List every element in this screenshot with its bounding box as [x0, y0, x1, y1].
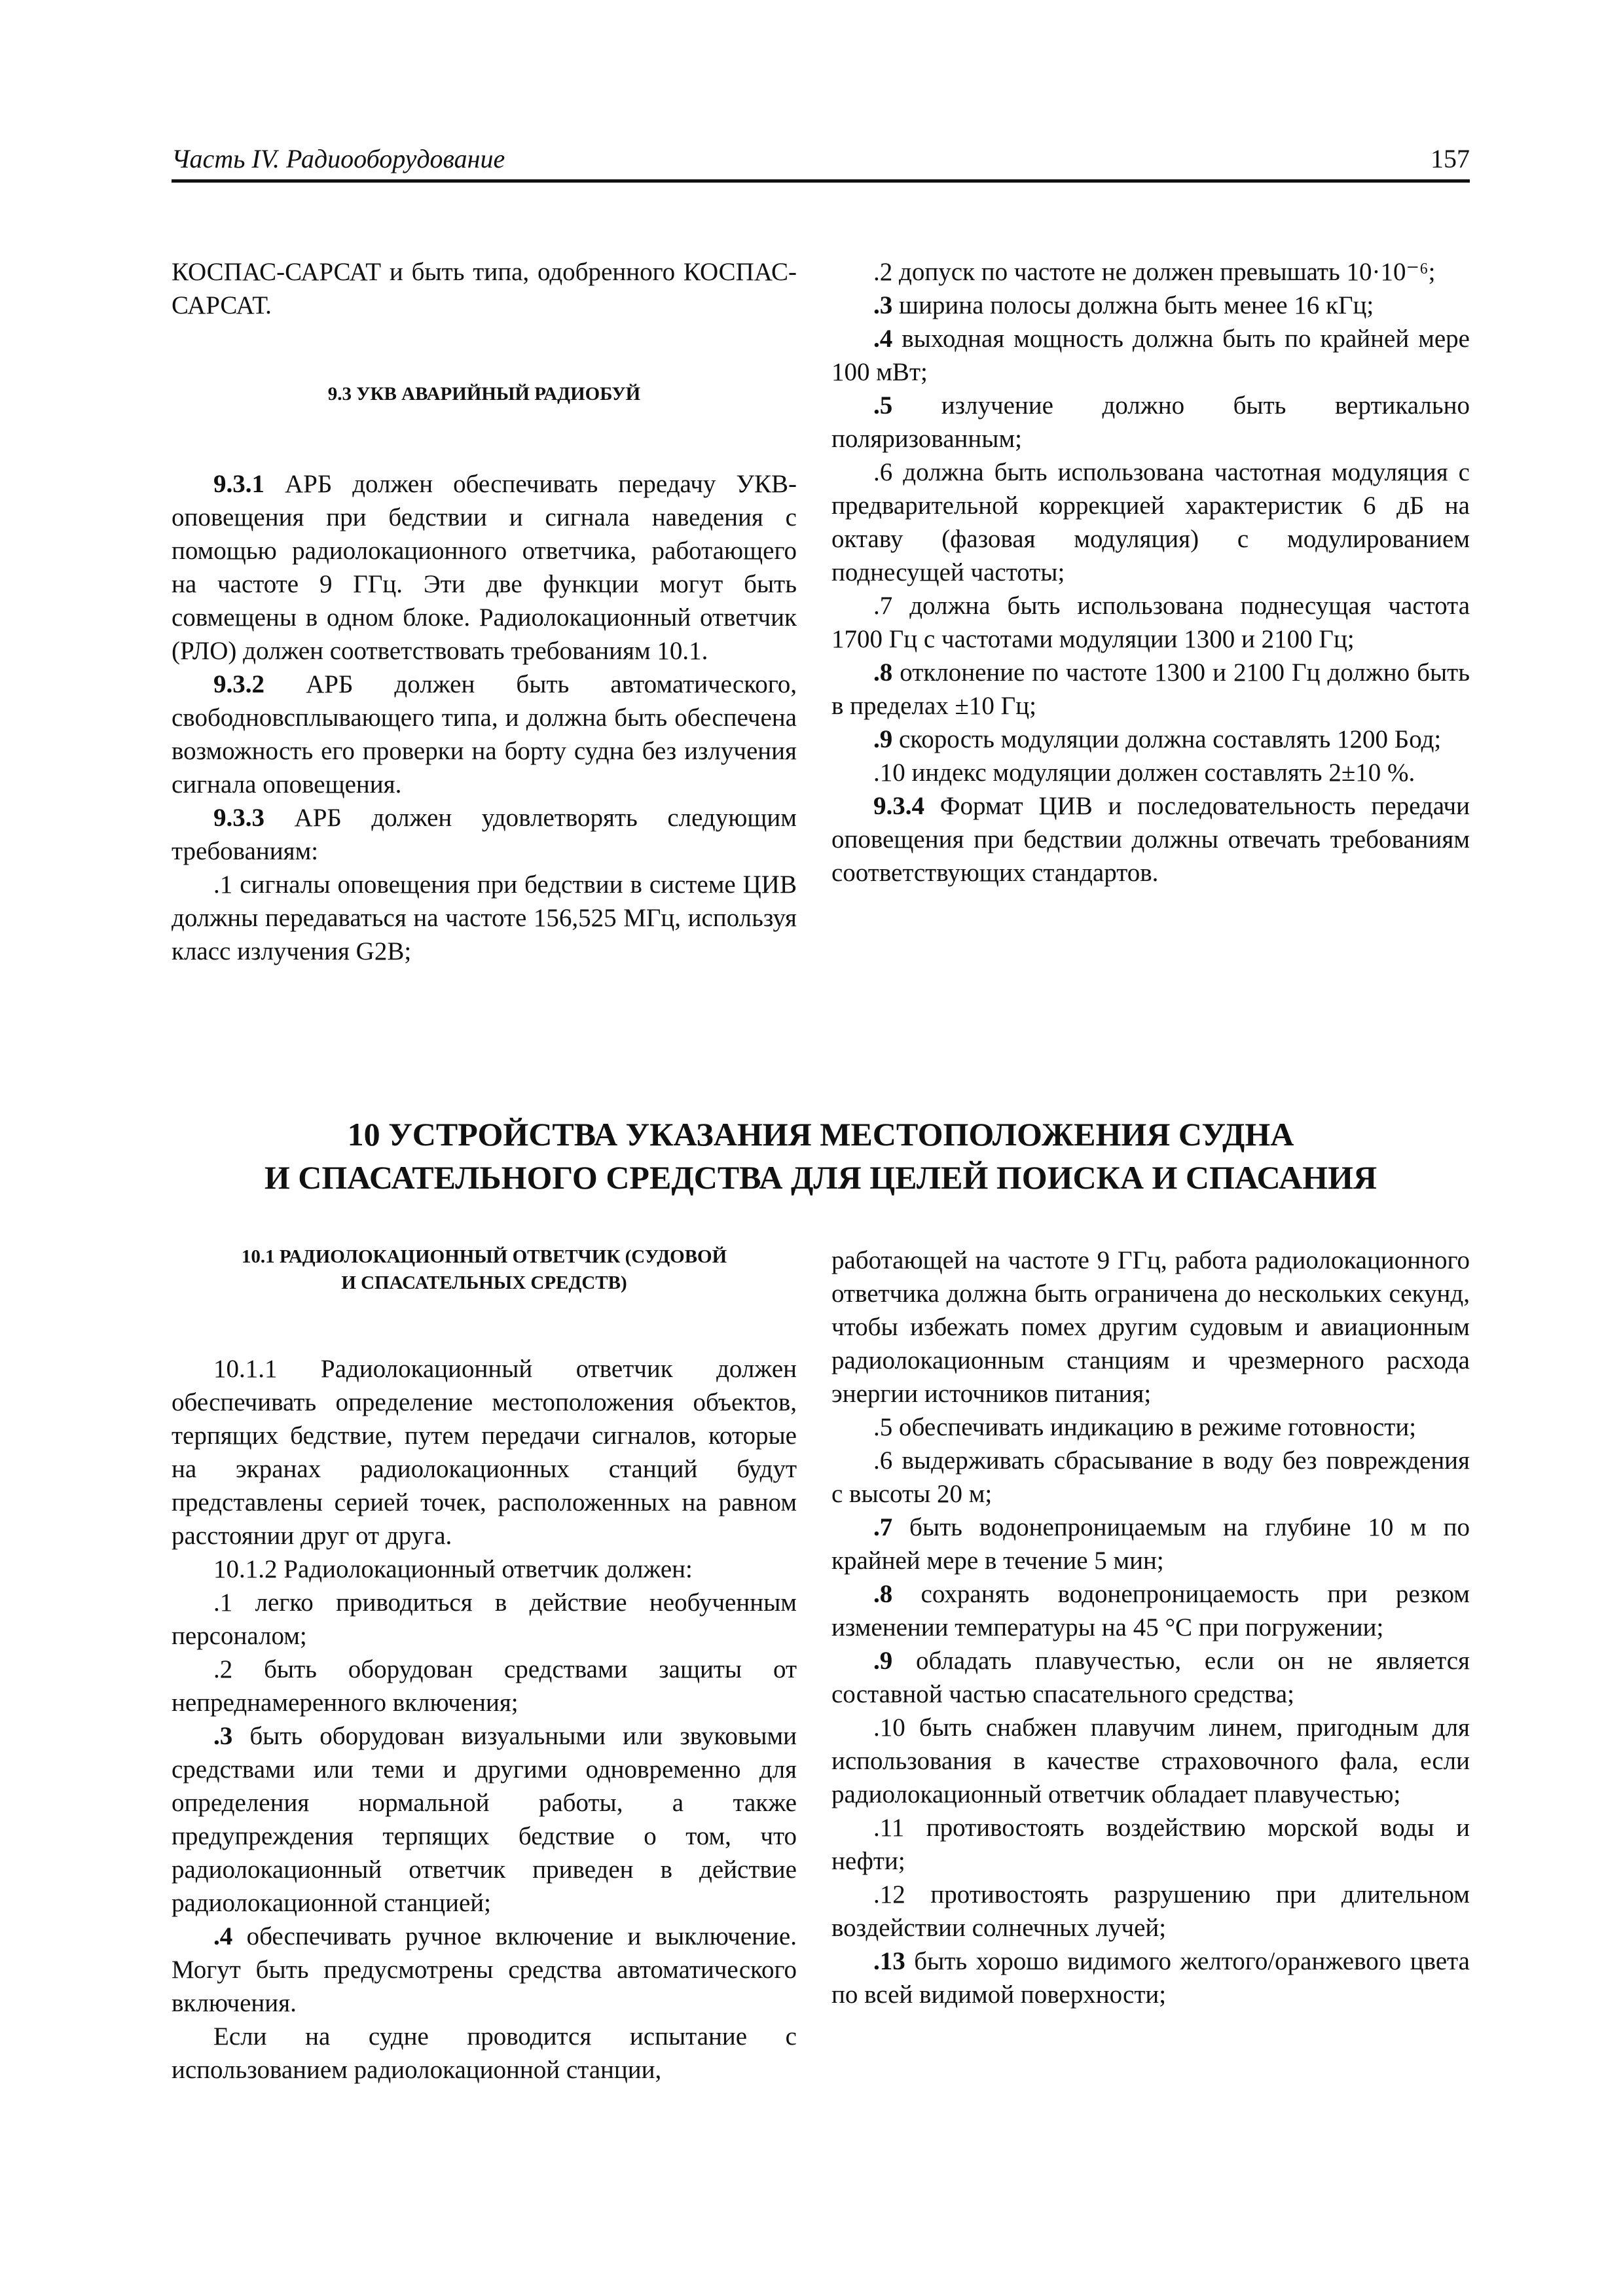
item-number: .13	[873, 1947, 905, 1975]
paragraph-text: АРБ должен обеспечивать передачу УКВ-оповещения при бедствии и сигнала наведения с помощью радиолокационного ответчика, работающего на частоте 9 ГГц. Эти две функции могут быть совмещены в одном блоке. Радиолокационный ответчик (РЛО) должен соответствовать требованиям 10.1.	[172, 470, 797, 665]
paragraph-text: Формат ЦИВ и последовательность передачи оповещения при бедствии должны отвечать требованиям соответствующих стандартов.	[831, 792, 1470, 887]
list-item-4	[831, 322, 1470, 389]
clause-number: 9.3.3	[213, 804, 264, 832]
running-title: Часть IV. Радиооборудование	[172, 144, 505, 173]
paragraph-continuation: работающей на частоте 9 ГГц, работа радиолокационного ответчика должна быть ограничена до нескольких секунд, чтобы избежать помех другим судовым и авиационным радиолокационным станциям и чрезмерного расхода энергии источников питания;	[831, 1246, 1470, 1408]
item-text: быть оборудован визуальными или звуковыми средствами или теми и другими одновременно для определения нормальной работы, а также предупреждения терпящих бедствие о том, что радиолокационный ответчик приведен в действие радиолокационной станцией;	[172, 1722, 797, 1917]
item-number: .3	[213, 1722, 233, 1750]
list-item-4	[172, 1920, 797, 2020]
item-text: допуск по частоте не должен превышать 10·10⁻⁶;	[892, 258, 1436, 286]
item-number: .9	[873, 725, 893, 753]
item-number: .9	[873, 1647, 893, 1675]
paragraph-10-1-1: 10.1.1 Радиолокационный ответчик должен обеспечивать определение местоположения объектов, терпящих бедствие, путем передачи сигналов, которые на экранах радиолокационных станций будут представлены серией точек, расположенных на равном расстоянии друг от друга.	[172, 1355, 797, 1550]
list-item-6: .6 выдерживать сбрасывание в воду без повреждения с высоты 20 м;	[831, 1446, 1470, 1508]
item-text: скорость модуляции должна составлять 1200 Бод;	[892, 725, 1442, 753]
paragraph-text: АРБ должен удовлетворять следующим требованиям:	[172, 804, 797, 865]
section-heading-line-1: 10.1 РАДИОЛОКАЦИОННЫЙ ОТВЕТЧИК (СУДОВОЙ	[241, 1246, 727, 1267]
section-heading-line-2: И СПАСАТЕЛЬНЫХ СРЕДСТВ)	[341, 1272, 627, 1293]
item-number: .4	[873, 325, 893, 353]
column-right-bottom	[831, 1244, 1470, 2011]
list-item-1: .1 сигналы оповещения при бедствии в системе ЦИВ должны передаваться на частоте 156,525 МГц, используя класс излучения G2B;	[172, 870, 797, 965]
list-item-6: .6 должна быть использована частотная модуляция с предварительной коррекцией характеристик 6 дБ на октаву (фазовая модуляция) с модулированием поднесущей частоты;	[831, 458, 1470, 586]
chapter-heading	[172, 1113, 1470, 1199]
item-text: отклонение по частоте 1300 и 2100 Гц должно быть в пределах ±10 Гц;	[831, 658, 1470, 720]
paragraph-9-3-2	[172, 668, 797, 801]
paragraph-9-3-1	[172, 467, 797, 668]
list-item-3	[172, 1719, 797, 1920]
list-item-9	[831, 723, 1470, 756]
list-item-12: .12 противостоять разрушению при длительном воздействии солнечных лучей;	[831, 1880, 1470, 1942]
list-item-5	[831, 389, 1470, 456]
list-item-2	[831, 255, 1470, 289]
item-number: .4	[213, 1922, 233, 1950]
item-number: .8	[873, 1580, 893, 1608]
item-text: обладать плавучестью, если он не является составной частью спасательного средства;	[831, 1647, 1470, 1708]
paragraph-9-3-4	[831, 789, 1470, 889]
item-text: быть хорошо видимого желтого/оранжевого цвета по всей видимой поверхности;	[831, 1947, 1470, 2009]
item-number: .5	[873, 391, 893, 420]
item-number: .8	[873, 658, 893, 687]
list-item-7	[831, 1511, 1470, 1577]
list-item-9	[831, 1644, 1470, 1711]
list-item-11: .11 противостоять воздействию морской воды и нефти;	[831, 1814, 1470, 1875]
item-text: сохранять водонепроницаемость при резком изменении температуры на 45 °С при погружении;	[831, 1580, 1470, 1641]
clause-number: 9.3.4	[873, 792, 924, 820]
list-item-13	[831, 1945, 1470, 2011]
chapter-heading-line-1: 10 УСТРОЙСТВА УКАЗАНИЯ МЕСТОПОЛОЖЕНИЯ СУДНА	[347, 1116, 1294, 1153]
item-text: ширина полосы должна быть менее 16 кГц;	[892, 291, 1374, 319]
item-number: .2	[873, 258, 893, 286]
paragraph-intro: КОСПАС-САРСАТ и быть типа, одобренного КОСПАС-САРСАТ.	[172, 258, 797, 319]
section-heading-9-3: 9.3 УКВ АВАРИЙНЫЙ РАДИОБУЙ	[327, 384, 641, 404]
item-number: .3	[873, 291, 893, 319]
paragraph-9-3-3	[172, 801, 797, 868]
page-header	[172, 145, 1470, 183]
list-item-5: .5 обеспечивать индикацию в режиме готовности;	[873, 1413, 1417, 1441]
column-right-top	[831, 255, 1470, 889]
paragraph-text: АРБ должен быть автоматического, свободновсплывающего типа, и должна быть обеспечена возможность его проверки на борту судна без излучения сигнала оповещения.	[172, 670, 797, 798]
list-item-1: .1 легко приводиться в действие необученным персоналом;	[172, 1588, 797, 1650]
chapter-heading-line-2: И СПАСАТЕЛЬНОГО СРЕДСТВА ДЛЯ ЦЕЛЕЙ ПОИСКА И СПАСАНИЯ	[264, 1159, 1377, 1196]
item-text: излучение должно быть вертикально поляризованным;	[831, 391, 1470, 453]
list-item-8	[831, 656, 1470, 723]
page-number: 157	[1431, 144, 1470, 173]
paragraph-continued: Если на судне проводится испытание с использованием радиолокационной станции,	[172, 2022, 797, 2084]
column-left-top	[172, 255, 797, 968]
item-text: обеспечивать ручное включение и выключение. Могут быть предусмотрены средства автоматического включения.	[172, 1922, 797, 2017]
list-item-10: .10 индекс модуляции должен составлять 2±10 %.	[873, 759, 1415, 787]
column-left-bottom	[172, 1244, 797, 2087]
clause-number: 9.3.2	[213, 670, 264, 698]
item-number: .7	[873, 1513, 893, 1541]
clause-number: 9.3.1	[213, 470, 264, 498]
section-heading-10-1	[172, 1244, 797, 1296]
list-item-3	[831, 289, 1470, 322]
list-item-2: .2 быть оборудован средствами защиты от непреднамеренного включения;	[172, 1655, 797, 1717]
list-item-8	[831, 1577, 1470, 1644]
paragraph-10-1-2: 10.1.2 Радиолокационный ответчик должен:	[213, 1555, 693, 1583]
list-item-7: .7 должна быть использована поднесущая частота 1700 Гц с частотами модуляции 1300 и 2100 Гц;	[831, 592, 1470, 653]
list-item-10: .10 быть снабжен плавучим линем, пригодным для использования в качестве страховочного фала, если радиолокационный ответчик обладает плавучестью;	[831, 1713, 1470, 1808]
item-text: выходная мощность должна быть по крайней мере 100 мВт;	[831, 325, 1470, 386]
item-text: быть водонепроницаемым на глубине 10 м по крайней мере в течение 5 мин;	[831, 1513, 1470, 1575]
